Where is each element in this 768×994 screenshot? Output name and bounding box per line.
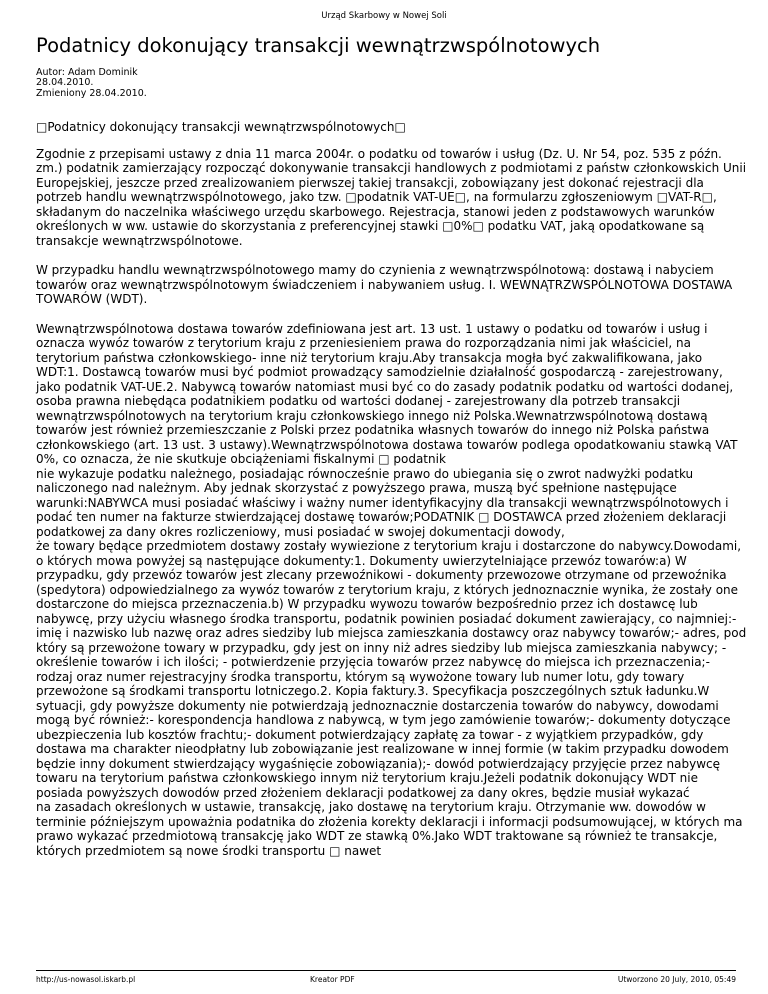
footer-created: Utworzono 20 July, 2010, 05:49 [617, 975, 736, 984]
footer-url: http://us-nowasol.iskarb.pl [36, 975, 136, 984]
page-title: Podatnicy dokonujący transakcji wewnątrzwspólnotowych [36, 34, 601, 57]
article-heading: □Podatnicy dokonujący transakcji wewnątrzwspólnotowych□ [36, 120, 406, 134]
author-line: Autor: Adam Dominik [36, 67, 138, 78]
footer-generator: Kreator PDF [310, 975, 355, 984]
modified-date: Zmieniony 28.04.2010. [36, 87, 147, 99]
paragraph-wdt-definition: Wewnątrzwspólnotowa dostawa towarów zdefiniowana jest art. 13 ust. 1 ustawy o podatku od towarów i usług i oznacza wywóz towarów z terytorium kraju z przeniesieniem prawa do rozporządzania nimi jak właściciel, na terytorium państwa członkowskiego- inne niż terytorium kraju.Aby transakcja mogła być zakwalifikowana, jako WDT:1. Dostawcą towarów musi być podmiot prowadzący samodzielnie działalność gospodarczą - zarejestrowany, jako podatnik VAT-UE.2. Nabywcą towarów natomiast musi być co do zasady podatnik podatku od wartości dodanej, osoba prawna niebędąca podatnikiem podatku od wartości dodanej - zarejestrowany dla potrzeb transakcji wewnątrzwspólnotowych na terytorium kraju członkowskiego innego niż Polska.Wewnatrzwspólnotową dostawą towarów jest również przemieszczanie z Polski przez podatnika własnych towarów do innego niż Polska państwa członkowskiego (art. 13 ust. 3 ustawy).Wewnątrzwspólnotowa dostawa towarów podlega opodatkowaniu stawką VAT 0%, co oznacza, że nie skutkuje obciążeniami fiskalnymi □ podatnik nie wykazuje podatku należnego, posiadając równocześnie prawo do ubiegania się o zwrot nadwyżki podatku naliczonego nad należnym. Aby jednak skorzystać z powyższego prawa, muszą być spełnione następujące warunki:NABYWCA musi posiadać właściwy i ważny numer identyfikacyjny dla transakcji wewnątrzwspólnotowych i podać ten numer na fakturze stwierdzającej dostawę towarów;PODATNIK □ DOSTAWCA przed złożeniem deklaracji podatkowej za dany okres rozliczeniowy, musi posiadać w swojej dokumentacji dowody, że towary będące przedmiotem dostawy zostały wywiezione z terytorium kraju i dostarczone do nabywcy.Dowodami, o których mowa powyżej są następujące dokumenty:1. Dokumenty uwierzytelniające przewóz towarów:a) W przypadku, gdy przewóz towarów jest zlecany przewoźnikowi - dokumenty przewozowe otrzymane od przewoźnika (spedytora) odpowiedzialnego za wywóz towarów z terytorium kraju, z których jednoznacznie wynika, że zostały one dostarczone do miejsca przeznaczenia.b) W przypadku wywozu towarów bezpośrednio przez ich dostawcę lub nabywcę, przy użyciu własnego środka transportu, podatnik powinien posiadać dokument zawierający, co najmniej:- imię i nazwisko lub nazwę oraz adres siedziby lub miejsca zamieszkania dostawcy oraz nabywcy towarów;- adres, pod który są przewożone towary w przypadku, gdy jest on inny niż adres siedziby lub miejsca zamieszkania nabywcy; - określenie towarów i ich ilości; - potwierdzenie przyjęcia towarów przez nabywcę do miejsca ich przeznaczenia;- rodzaj oraz numer rejestracyjny środka transportu, którym są wywożone towary lub numer lotu, gdy towary przewożone są środkami transportu lotniczego.2. Kopia faktury.3. Specyfikacja poszczególnych sztuk ładunku.W sytuacji, gdy powyższe dokumenty nie potwierdzają jednoznacznie dostarczenia towarów do nabywcy, dowodami mogą być również:- korespondencja handlowa z nabywcą, w tym jego zamówienie towarów;- dokumenty dotyczące ubezpieczenia lub kosztów frachtu;- dokument potwierdzający zapłatę za towar - z wyjątkiem przypadków, gdy dostawa ma charakter nieodpłatny lub zobowiązanie jest realizowane w innej formie (w takim przypadku dowodem będzie inny dokument stwierdzający wygaśnięcie zobowiązania);- dowód potwierdzający przyjęcie przez nabywcę towaru na terytorium państwa członkowskiego innym niż terytorium kraju.Jeżeli podatnik dokonujący WDT nie posiada powyższych dowodów przed złożeniem deklaracji podatkowej za dany okres, będzie musiał wykazać na zasadach określonych w ustawie, transakcję, jako dostawę na terytorium kraju. Otrzymanie ww. dowodów w terminie późniejszym upoważnia podatnika do złożenia korekty deklaracji i informacji podsumowującej, w których ma prawo wykazać przedmiotową transakcję jako WDT ze stawką 0%.Jako WDT traktowane są również te transakcje, których przedmiotem są nowe środki transportu □ nawet [36, 321, 747, 858]
paragraph-registration: Zgodnie z przepisami ustawy z dnia 11 marca 2004r. o podatku od towarów i usług (Dz. U. Nr 54, poz. 535 z późn. zm.) podatnik zamierzający rozpocząć dokonywanie transakcji handlowych z podmiotami z państw członkowskich Unii Europejskiej, jeszcze przed zrealizowaniem pierwszej takiej transakcji, zobowiązany jest dokonać rejestracji dla potrzeb handlu wewnątrzwspólnotowego, jako tzw. □podatnik VAT-UE□, na formularzu zgłoszeniowym □VAT-R□, składanym do naczelnika właściwego urzędu skarbowego. Rejestracja, stanowi jeden z podstawowych warunków określonych w ww. ustawie do skorzystania z preferencyjnej stawki □0%□ podatku VAT, jaką opodatkowane są transakcje wewnątrzwspólnotowe. [36, 146, 747, 248]
publish-date: 28.04.2010. [36, 77, 94, 89]
running-header: Urząd Skarbowy w Nowej Soli [321, 11, 447, 21]
document-meta [36, 68, 436, 99]
article-body [36, 120, 748, 873]
page-footer [36, 970, 736, 983]
paragraph-intra-community-trade: W przypadku handlu wewnątrzwspólnotowego mamy do czynienia z wewnątrzwspólnotową: dostawą i nabyciem towarów oraz wewnątrzwspólnotowym świadczeniem i nabywaniem usług. I. WEWNĄTRZWSPÓLNOTOWA DOSTAWA TOWARÓW (WDT). [36, 263, 733, 306]
